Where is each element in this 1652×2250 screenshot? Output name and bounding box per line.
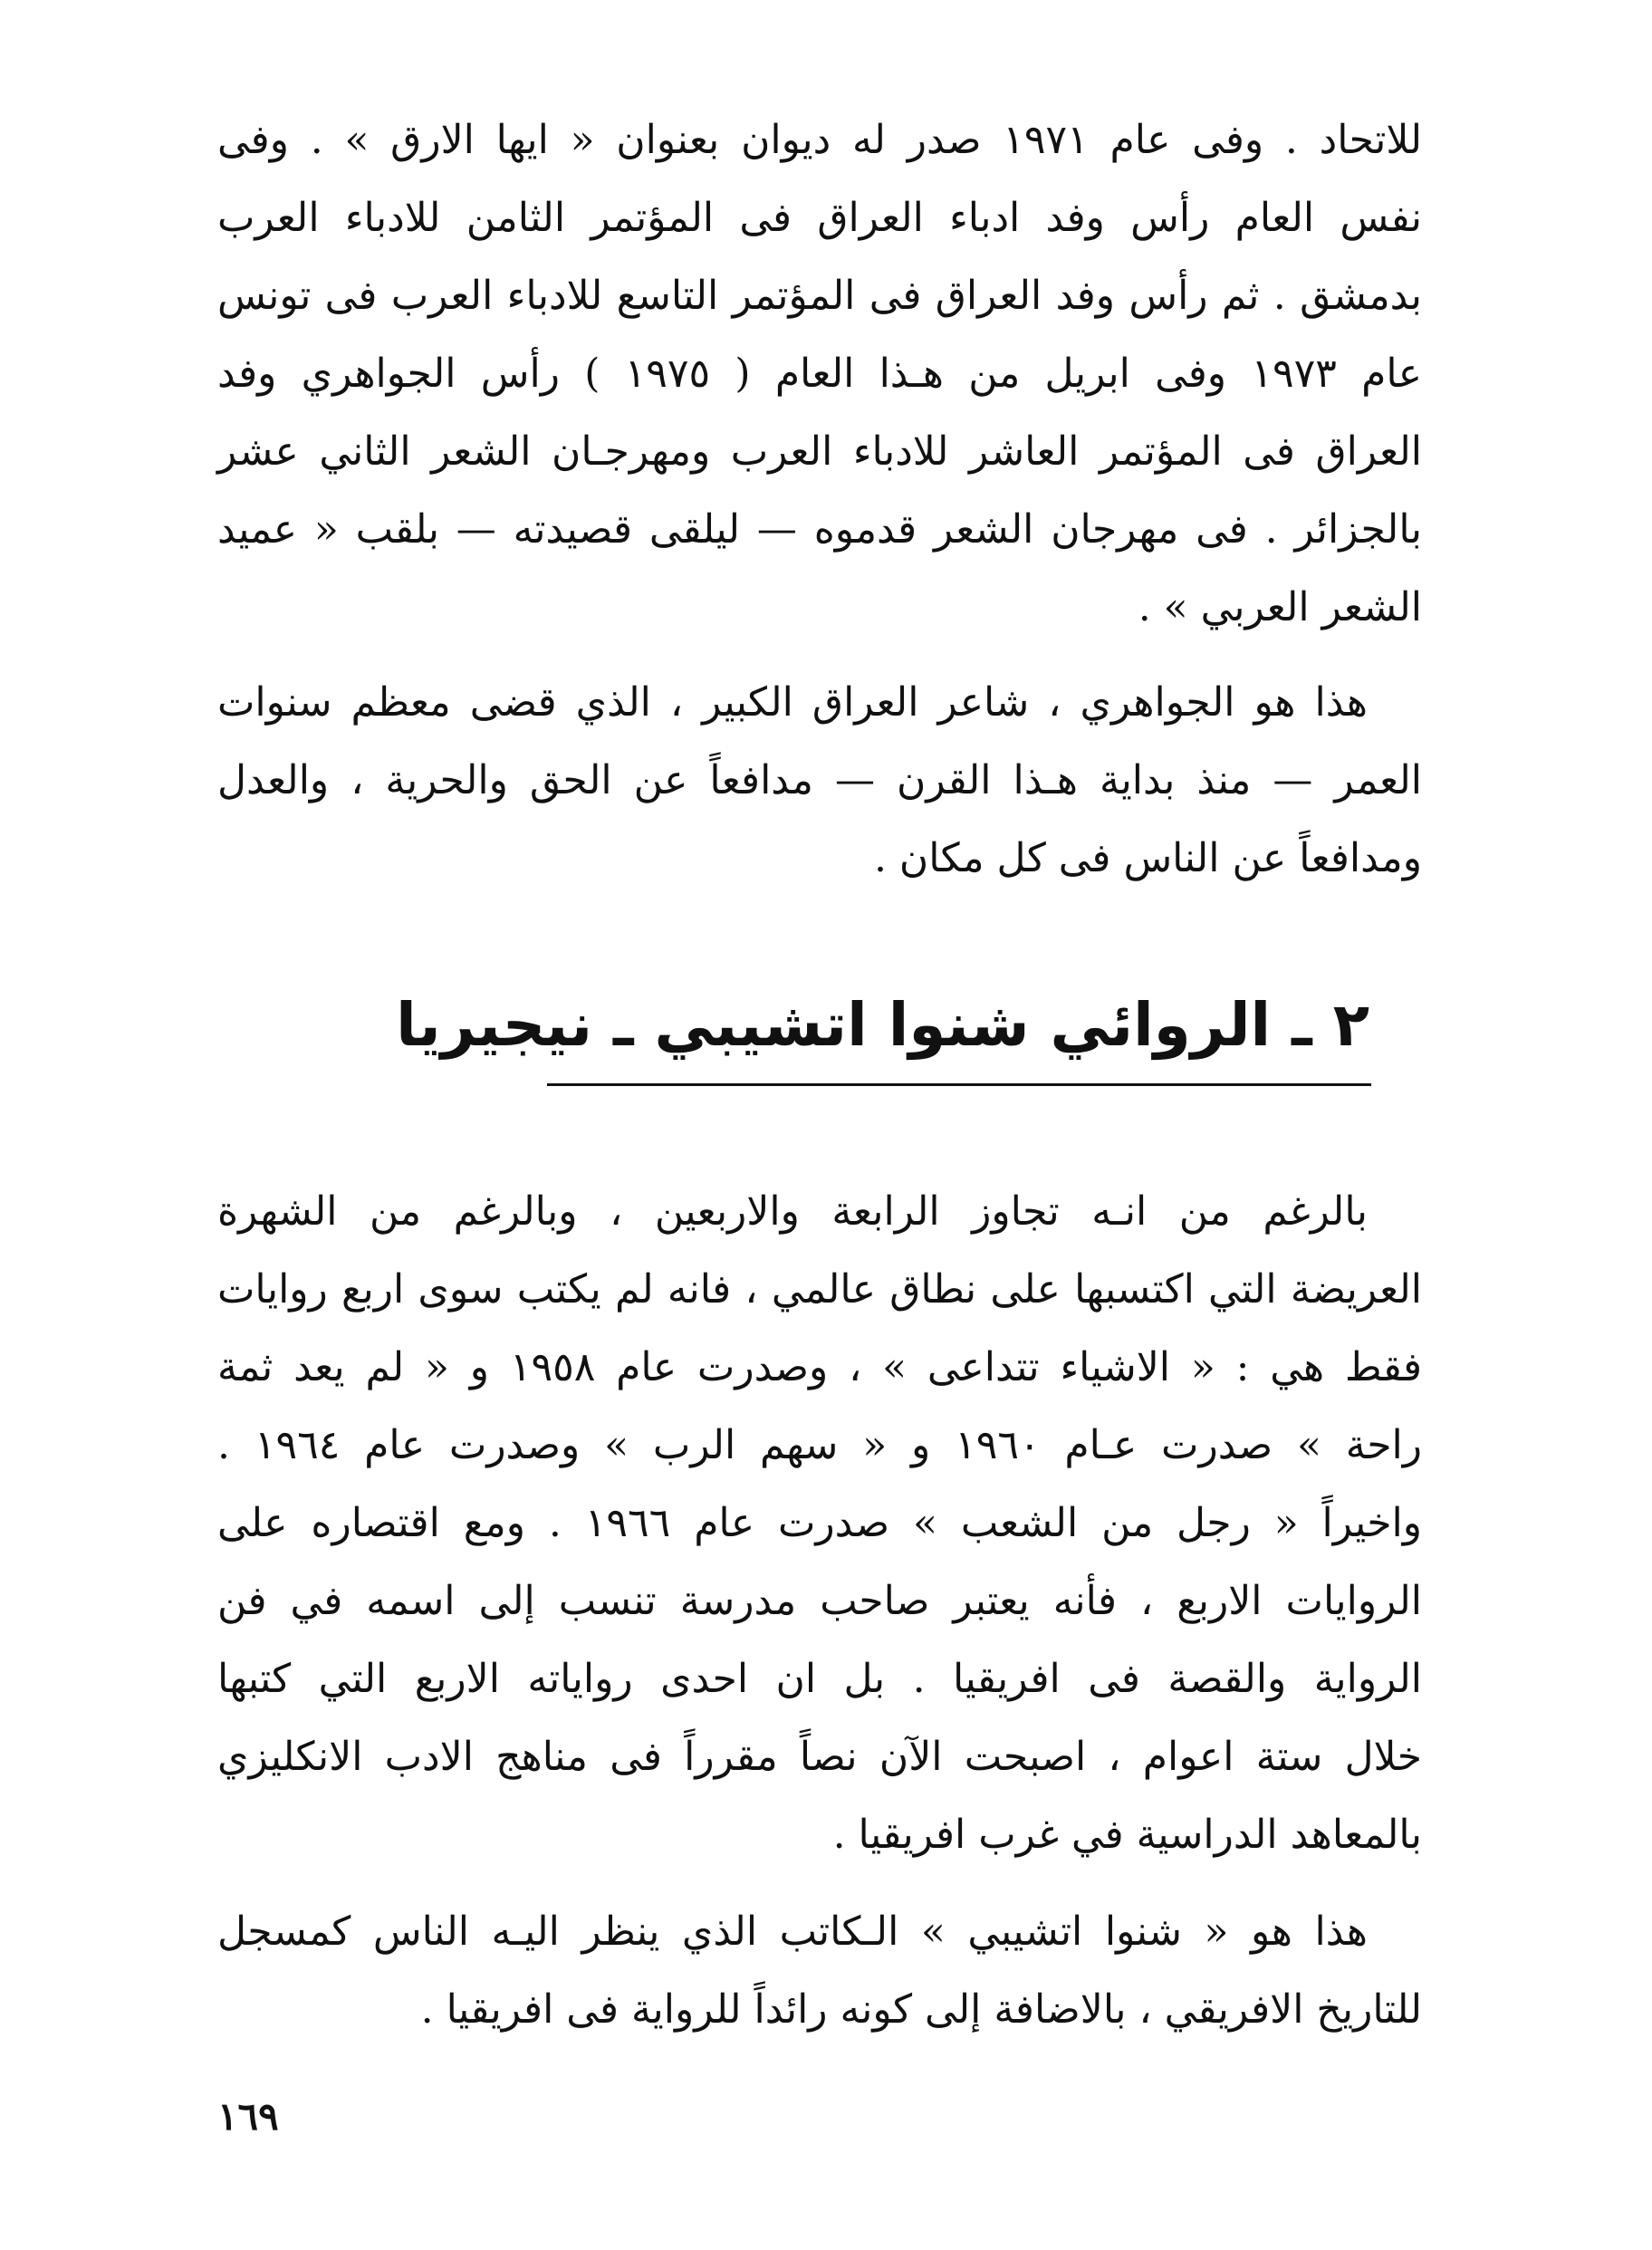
text-line: بالمعاهد الدراسية في غرب افريقيا . (832, 1812, 1422, 1858)
text-line: بالجزائر . فى مهرجان الشعر قدموه — ليلقى قصيدته — بلقب « عميد (217, 506, 1422, 553)
paragraph-jawahiri-biography (217, 101, 1422, 647)
text-line: نفس العام رأس وفد ادباء العراق فى المؤتمر الثامن للادباء العرب (217, 195, 1422, 241)
paragraph-achebe-summary (217, 1893, 1422, 2049)
text-line: فقط هي : « الاشياء تتداعى » ، وصدرت عام ١٩٥٨ و « لم يعد ثمة (217, 1344, 1422, 1390)
text-line: العمر — منذ بداية هـذا القرن — مدافعاً عن الحق والحرية ، والعدل (217, 757, 1422, 803)
text-line: الروايات الاربع ، فأنه يعتبر صاحب مدرسة تنسب إلى اسمه في فن (217, 1578, 1422, 1624)
text-line: الرواية والقصة فى افريقيا . بل ان احدى رواياته الاربع التي كتبها (217, 1656, 1422, 1702)
text-line: خلال ستة اعوام ، اصبحت الآن نصاً مقرراً فى مناهج الادب الانكليزي (217, 1734, 1422, 1780)
text-line: عام ١٩٧٣ وفى ابريل من هـذا العام ( ١٩٧٥ ) رأس الجواهري وفد (217, 351, 1422, 397)
text-line: هذا هو « شنوا اتشيبي » الـكاتب الذي ينظر اليـه الناس كمسجل (217, 1909, 1368, 1955)
text-line: بدمشق . ثم رأس وفد العراق فى المؤتمر التاسع للادباء العرب فى تونس (217, 273, 1422, 319)
page-number: ١٦٩ (217, 2094, 279, 2139)
text-line: العراق فى المؤتمر العاشر للادباء العرب ومهرجـان الشعر الثاني عشر (217, 428, 1422, 475)
text-line: الشعر العربي » . (1138, 584, 1422, 630)
text-line: للتاريخ الافريقي ، بالاضافة إلى كونه رائداً للرواية فى افريقيا . (420, 1986, 1422, 2033)
paragraph-achebe-novels (217, 1173, 1422, 1874)
paragraph-jawahiri-summary (217, 664, 1422, 898)
text-line: للاتحاد . وفى عام ١٩٧١ صدر له ديوان بعنوان « ايها الارق » . وفى (217, 117, 1422, 163)
heading-underline (547, 1083, 1371, 1086)
text-line: راحة » صدرت عـام ١٩٦٠ و « سهم الرب » وصدرت عام ١٩٦٤ . (217, 1422, 1422, 1468)
text-line: ومدافعاً عن الناس فى كل مكان . (873, 835, 1422, 881)
text-line: هذا هو الجواهري ، شاعر العراق الكبير ، الذي قضى معظم سنوات (217, 679, 1368, 726)
text-line: واخيراً « رجل من الشعب » صدرت عام ١٩٦٦ . ومع اقتصاره على (217, 1500, 1423, 1546)
text-line: العريضة التي اكتسبها على نطاق عالمي ، فانه لم يكتب سوى اربع روايات (217, 1266, 1422, 1312)
section-heading: ٢ ـ الروائي شنوا اتشيبي ـ نيجيريا (396, 990, 1369, 1060)
text-line: بالرغم من انـه تجاوز الرابعة والاربعين ، وبالرغم من الشهرة (217, 1188, 1368, 1235)
